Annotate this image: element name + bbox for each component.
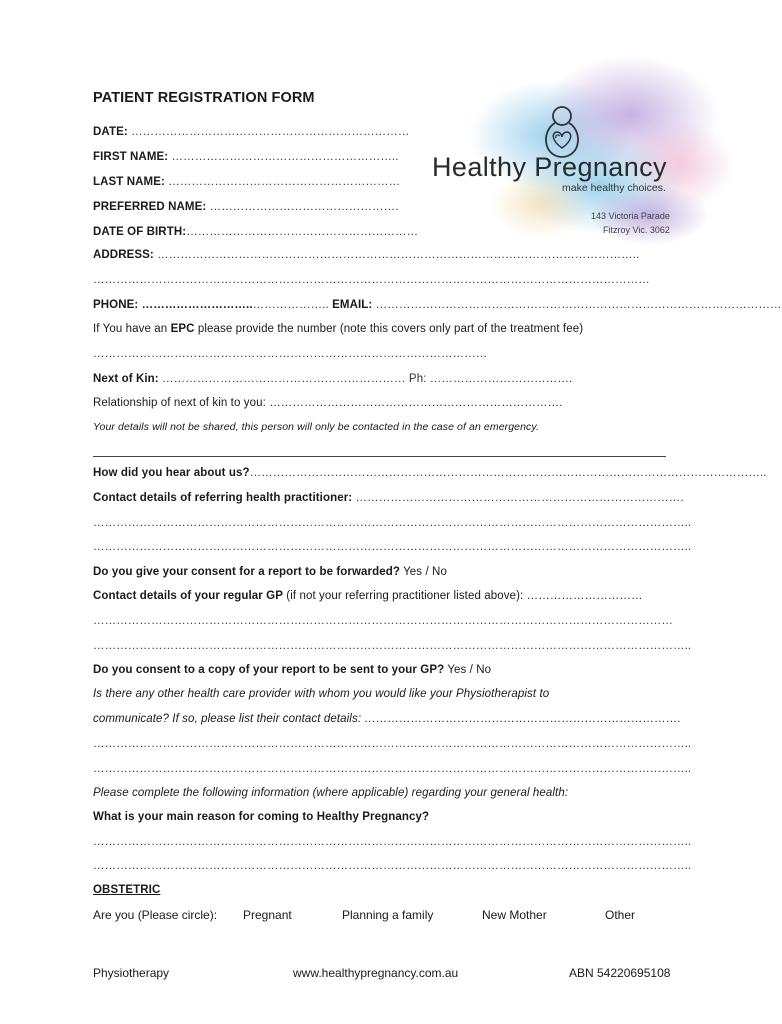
email-dots: ……………………………………………………………………………………………: [372, 299, 782, 311]
address-dots: ……………………………………………………………………………………………………………..: [153, 249, 640, 261]
date-dots: ………………………………………………………………: [127, 126, 410, 138]
hear-about-us-label: How did you hear about us?: [93, 467, 250, 479]
epc-question: [93, 323, 583, 335]
address-line-2: Fitzroy Vic. 3062: [603, 225, 670, 235]
brand-tagline: make healthy choices.: [562, 182, 666, 194]
page-title: PATIENT REGISTRATION FORM: [93, 90, 315, 106]
first-name-label: FIRST NAME:: [93, 151, 169, 163]
last-name-label: LAST NAME:: [93, 176, 165, 188]
gp-consent-question[interactable]: [93, 664, 491, 676]
relationship-field[interactable]: Relationship of next of kin to you: ………………………………………………………………….: [93, 397, 563, 409]
option-other[interactable]: Other: [605, 908, 636, 922]
privacy-note: Your details will not be shared, this person will only be contacted in the case of an emergency.: [93, 421, 539, 433]
date-label: DATE:: [93, 126, 128, 138]
section-divider: [93, 456, 666, 457]
referring-practitioner-line-3[interactable]: ………………………………………………………………………………………………………………………………………..: [93, 541, 692, 553]
brand-name: Healthy Pregnancy: [432, 152, 667, 182]
last-name-field[interactable]: [93, 176, 400, 188]
option-pregnant[interactable]: Pregnant: [243, 908, 292, 922]
referring-practitioner-line-2[interactable]: ………………………………………………………………………………………………………………………………………..: [93, 517, 692, 529]
referring-practitioner-dots: ………………………………………………………………………….: [352, 492, 684, 504]
first-name-dots: …………………………………………………..: [168, 151, 399, 163]
other-provider-question-line-1: Is there any other health care provider with whom you would like your Physiotherapist to: [93, 688, 550, 700]
gp-consent-options[interactable]: Yes / No: [444, 664, 492, 676]
epc-number-field[interactable]: …………………………………………………………………………………………: [93, 348, 488, 360]
address-line-1: 143 Victoria Parade: [591, 211, 670, 221]
main-reason-line-2[interactable]: ………………………………………………………………………………………………………………………………………..: [93, 860, 692, 872]
hear-about-us-field[interactable]: [93, 467, 767, 479]
regular-gp-label: Contact details of your regular GP: [93, 590, 283, 602]
epc-post-text: please provide the number (note this covers only part of the treatment fee): [194, 323, 584, 335]
preferred-name-dots: ………………………………………….: [206, 201, 399, 213]
general-health-note: Please complete the following information (where applicable) regarding your general health:: [93, 787, 569, 799]
first-name-field[interactable]: [93, 151, 399, 163]
report-consent-label: Do you give your consent for a report to be forwarded?: [93, 566, 400, 578]
referring-practitioner-label: Contact details of referring health practitioner:: [93, 492, 353, 504]
regular-gp-line-2[interactable]: ……………………………………………………………………………………………………………………………………: [93, 615, 673, 627]
main-reason-question: What is your main reason for coming to Healthy Pregnancy?: [93, 811, 430, 823]
regular-gp-line-3[interactable]: ………………………………………………………………………………………………………………………………………..: [93, 640, 692, 652]
other-provider-question-line-2[interactable]: communicate? If so, please list their contact details: ……………………………………………………………………….: [93, 713, 681, 725]
footer-left: Physiotherapy: [93, 966, 170, 980]
address-field[interactable]: [93, 249, 639, 261]
preferred-name-label: PREFERRED NAME:: [93, 201, 207, 213]
obstetric-heading: OBSTETRIC: [93, 884, 161, 896]
epc-bold-text: EPC: [170, 323, 195, 335]
main-reason-line-1[interactable]: ………………………………………………………………………………………………………………………………………..: [93, 836, 692, 848]
footer-website[interactable]: www.healthypregnancy.com.au: [293, 966, 459, 980]
date-of-birth-dots: ……………………………………………………: [186, 226, 419, 238]
date-of-birth-field[interactable]: [93, 226, 418, 238]
epc-pre-text: If You have an: [93, 323, 171, 335]
next-of-kin-label: Next of Kin:: [93, 373, 159, 385]
address-field-line-2[interactable]: ………………………………………………………………………………………………………………………………: [93, 274, 650, 286]
regular-gp-text: (if not your referring practitioner listed above): …………………………: [283, 590, 643, 602]
obstetric-question: Are you (Please circle):: [93, 908, 218, 922]
next-of-kin-field[interactable]: [93, 373, 572, 385]
date-field[interactable]: [93, 126, 409, 138]
report-consent-question[interactable]: [93, 566, 447, 578]
footer-abn: ABN 54220695108: [569, 966, 671, 980]
phone-email-field[interactable]: [93, 299, 782, 311]
report-consent-options[interactable]: Yes / No: [400, 566, 447, 578]
address-label: ADDRESS:: [93, 249, 154, 261]
regular-gp-field[interactable]: [93, 590, 643, 602]
last-name-dots: ……………………………………………………: [164, 176, 401, 188]
email-label: EMAIL:: [332, 299, 373, 311]
other-provider-line-4[interactable]: ………………………………………………………………………………………………………………………………………..: [93, 763, 692, 775]
referring-practitioner-field[interactable]: [93, 492, 684, 504]
gp-consent-label: Do you consent to a copy of your report to be sent to your GP?: [93, 664, 445, 676]
option-planning-a-family[interactable]: Planning a family: [342, 908, 434, 922]
preferred-name-field[interactable]: [93, 201, 399, 213]
other-provider-line-3[interactable]: ………………………………………………………………………………………………………………………………………..: [93, 738, 692, 750]
option-new-mother[interactable]: New Mother: [482, 908, 547, 922]
next-of-kin-dots: ……………………………………………………… Ph: ……………………………….: [158, 373, 573, 385]
phone-dots: ………………..: [252, 299, 333, 311]
hear-about-us-dots: ……………………………………………………………………………………………………………………..: [249, 467, 767, 479]
date-of-birth-label: DATE OF BIRTH:: [93, 226, 187, 238]
phone-label: PHONE: ………………………..: [93, 299, 253, 311]
